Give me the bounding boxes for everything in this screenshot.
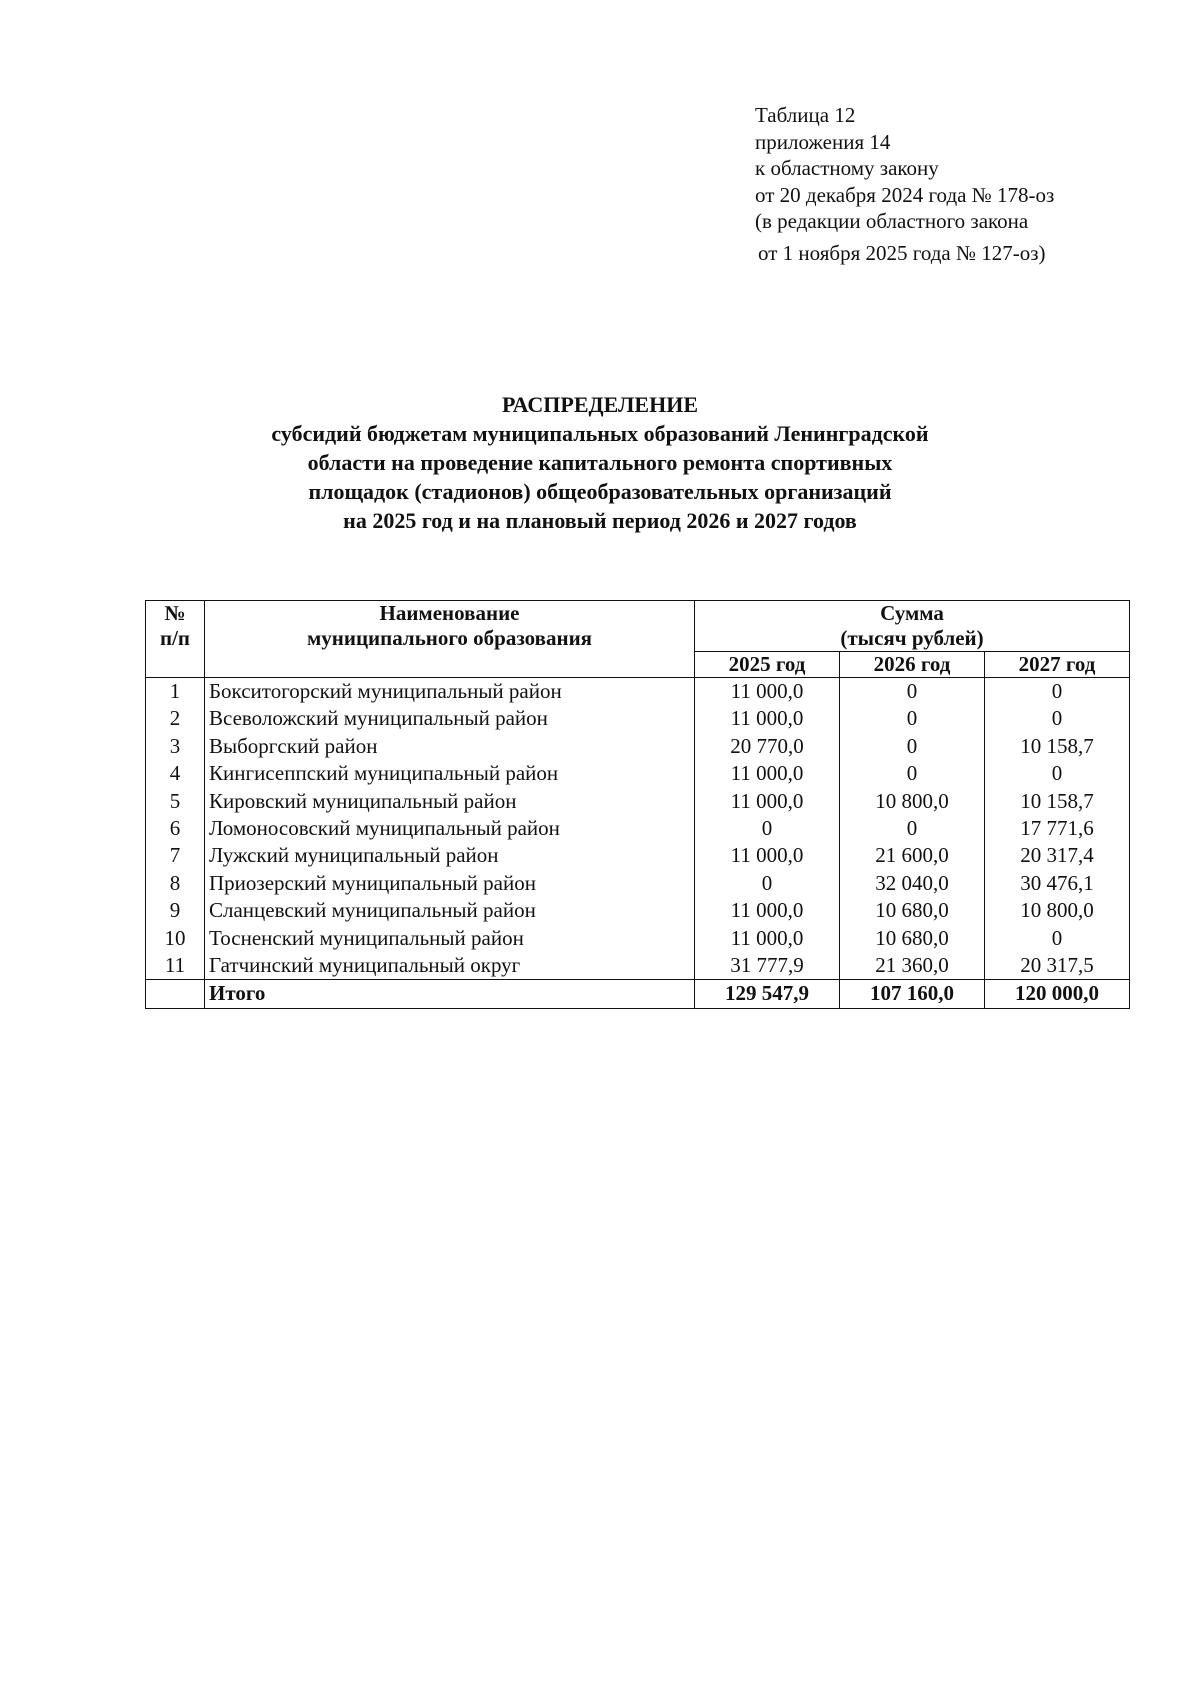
- title-line-4: площадок (стадионов) общеобразовательных организаций: [308, 479, 892, 504]
- amount-2026-cell: 21 600,0: [840, 842, 985, 869]
- column-header-number-line-1: №: [164, 601, 186, 625]
- total-2027-cell: 120 000,0: [985, 980, 1130, 1008]
- table-row: [146, 733, 1130, 760]
- table-row: [146, 788, 1130, 815]
- column-header-name-line-2: муниципального образования: [306, 626, 593, 650]
- amount-2025-cell: 11 000,0: [695, 788, 840, 815]
- table-row: [146, 897, 1130, 924]
- total-row: [146, 980, 1130, 1008]
- table-row: [146, 925, 1130, 952]
- municipality-name-cell: Сланцевский муниципальный район: [205, 897, 695, 924]
- title-line-5: на 2025 год и на плановый период 2026 и 2027 годов: [343, 508, 857, 533]
- amount-2026-cell: 21 360,0: [840, 952, 985, 980]
- title-line-2: субсидий бюджетам муниципальных образований Ленинградской: [271, 421, 929, 446]
- document-title: [0, 390, 1200, 535]
- amount-2025-cell: 11 000,0: [695, 897, 840, 924]
- amount-2026-cell: 0: [840, 760, 985, 787]
- amount-2025-cell: 11 000,0: [695, 678, 840, 706]
- row-number-cell: 3: [146, 733, 205, 760]
- table-row: [146, 705, 1130, 732]
- column-header-name-line-1: Наименование: [379, 601, 520, 625]
- row-number-cell: 7: [146, 842, 205, 869]
- table-row: [146, 760, 1130, 787]
- column-header-2026: 2026 год: [840, 652, 985, 678]
- amount-2025-cell: 0: [695, 870, 840, 897]
- row-number-cell: 10: [146, 925, 205, 952]
- amount-2027-cell: 17 771,6: [985, 815, 1130, 842]
- municipality-name-cell: Приозерский муниципальный район: [205, 870, 695, 897]
- row-number-cell: 1: [146, 678, 205, 706]
- header-line-edition-date: от 1 ноября 2025 года № 127-оз): [758, 240, 1046, 265]
- municipality-name-cell: Ломоносовский муниципальный район: [205, 815, 695, 842]
- distribution-table: [145, 600, 1130, 1009]
- amount-2026-cell: 0: [840, 705, 985, 732]
- table-row: [146, 870, 1130, 897]
- header-line-law-date: от 20 декабря 2024 года № 178-оз: [755, 182, 1055, 207]
- column-header-number: [146, 601, 205, 678]
- amount-2025-cell: 0: [695, 815, 840, 842]
- amount-2027-cell: 0: [985, 760, 1130, 787]
- amount-2026-cell: 32 040,0: [840, 870, 985, 897]
- row-number-cell: 9: [146, 897, 205, 924]
- column-header-name: [205, 601, 695, 678]
- municipality-name-cell: Гатчинский муниципальный округ: [205, 952, 695, 980]
- title-line-1: РАСПРЕДЕЛЕНИЕ: [501, 392, 698, 417]
- amount-2026-cell: 10 680,0: [840, 897, 985, 924]
- document-header: [755, 102, 1054, 266]
- row-number-cell: 2: [146, 705, 205, 732]
- municipality-name-cell: Кировский муниципальный район: [205, 788, 695, 815]
- amount-2025-cell: 20 770,0: [695, 733, 840, 760]
- header-line-table-number: Таблица 12: [755, 103, 856, 127]
- municipality-name-cell: Выборгский район: [205, 733, 695, 760]
- amount-2027-cell: 0: [985, 925, 1130, 952]
- amount-2027-cell: 20 317,4: [985, 842, 1130, 869]
- column-header-sum: [695, 601, 1130, 652]
- table-row: [146, 678, 1130, 706]
- total-label-cell: Итого: [205, 980, 695, 1008]
- header-line-appendix: приложения 14: [755, 129, 891, 154]
- municipality-name-cell: Лужский муниципальный район: [205, 842, 695, 869]
- row-number-cell: 4: [146, 760, 205, 787]
- municipality-name-cell: Бокситогорский муниципальный район: [205, 678, 695, 706]
- row-number-cell: 8: [146, 870, 205, 897]
- amount-2026-cell: 10 680,0: [840, 925, 985, 952]
- amount-2027-cell: 20 317,5: [985, 952, 1130, 980]
- amount-2025-cell: 31 777,9: [695, 952, 840, 980]
- amount-2025-cell: 11 000,0: [695, 842, 840, 869]
- column-header-2027: 2027 год: [985, 652, 1130, 678]
- amount-2027-cell: 0: [985, 705, 1130, 732]
- amount-2025-cell: 11 000,0: [695, 705, 840, 732]
- total-number-cell: [146, 980, 205, 1008]
- municipality-name-cell: Тосненский муниципальный район: [205, 925, 695, 952]
- table-row: [146, 952, 1130, 980]
- row-number-cell: 11: [146, 952, 205, 980]
- amount-2027-cell: 0: [985, 678, 1130, 706]
- total-2025-cell: 129 547,9: [695, 980, 840, 1008]
- amount-2026-cell: 0: [840, 678, 985, 706]
- column-header-2025: 2025 год: [695, 652, 840, 678]
- amount-2027-cell: 10 158,7: [985, 733, 1130, 760]
- column-header-sum-line-2: (тысяч рублей): [840, 626, 984, 650]
- row-number-cell: 5: [146, 788, 205, 815]
- amount-2027-cell: 10 158,7: [985, 788, 1130, 815]
- amount-2025-cell: 11 000,0: [695, 760, 840, 787]
- amount-2025-cell: 11 000,0: [695, 925, 840, 952]
- table-row: [146, 815, 1130, 842]
- amount-2026-cell: 10 800,0: [840, 788, 985, 815]
- municipality-name-cell: Кингисеппский муниципальный район: [205, 760, 695, 787]
- row-number-cell: 6: [146, 815, 205, 842]
- column-header-number-line-2: п/п: [159, 626, 191, 650]
- amount-2026-cell: 0: [840, 815, 985, 842]
- amount-2027-cell: 30 476,1: [985, 870, 1130, 897]
- municipality-name-cell: Всеволожский муниципальный район: [205, 705, 695, 732]
- header-line-edition: (в редакции областного закона: [755, 209, 1029, 233]
- title-line-3: области на проведение капитального ремонта спортивных: [307, 450, 893, 475]
- table-body: [146, 678, 1130, 1009]
- column-header-sum-line-1: Сумма: [880, 601, 944, 625]
- total-2026-cell: 107 160,0: [840, 980, 985, 1008]
- amount-2026-cell: 0: [840, 733, 985, 760]
- amount-2027-cell: 10 800,0: [985, 897, 1130, 924]
- table-row: [146, 842, 1130, 869]
- header-line-law: к областному закону: [755, 156, 939, 180]
